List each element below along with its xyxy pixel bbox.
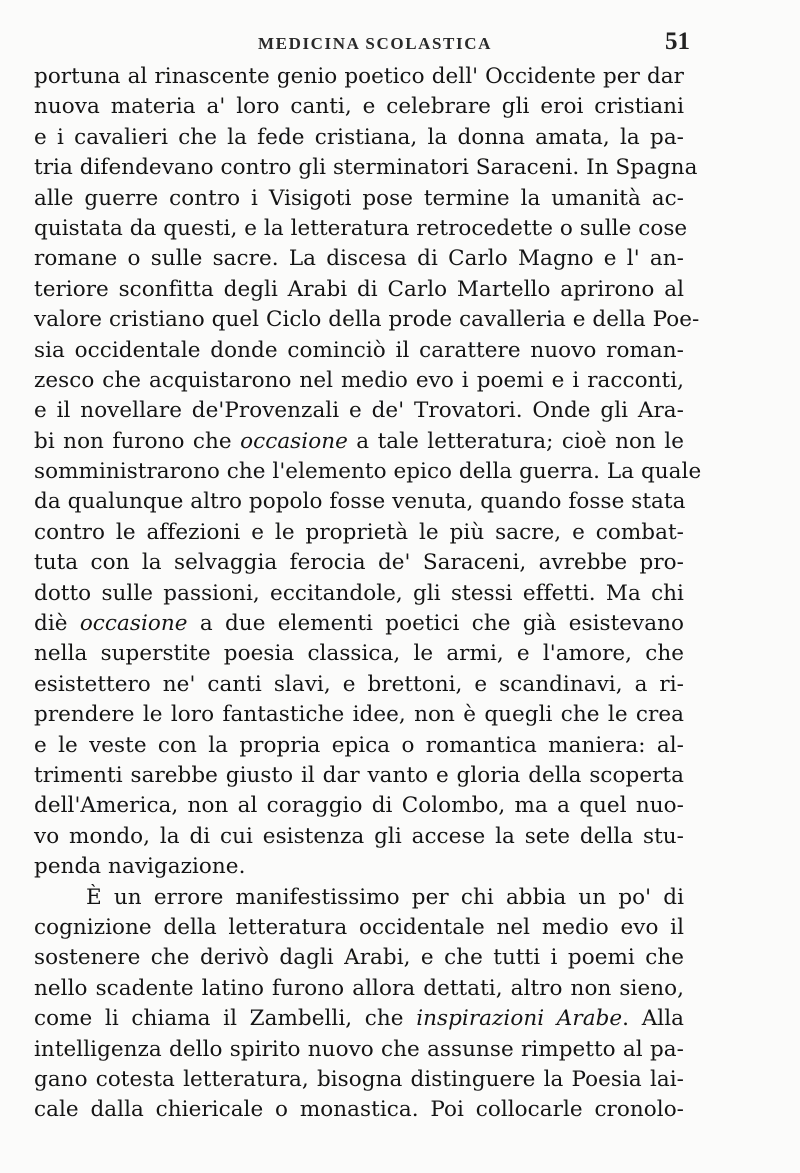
text-line: sia occidentale donde cominciò il carattere nuovo roman- <box>34 337 684 363</box>
italic-term: occasione <box>240 428 348 454</box>
text-line: nello scadente latino furono allora dettati, altro non sieno, <box>34 975 684 1001</box>
text-line: contro le affezioni e le proprietà le più sacre, e combat- <box>34 519 684 545</box>
text-line: e i cavalieri che la fede cristiana, la donna amata, la pa- <box>34 124 684 150</box>
text-line: trimenti sarebbe giusto il dar vanto e gloria della scoperta <box>34 762 684 788</box>
text-line: cognizione della letteratura occidentale nel medio evo il <box>34 914 684 940</box>
text-line: intelligenza dello spirito nuovo che assunse rimpetto al pa- <box>34 1036 684 1062</box>
italic-term: inspirazioni Arabe <box>416 1006 623 1032</box>
text-line: quistata da questi, e la letteratura retrocedette o sulle cose <box>34 215 688 241</box>
text-line: nuova materia a' loro canti, e celebrare gli eroi cristiani <box>34 94 684 120</box>
text-line: tuta con la selvaggia ferocia de' Saraceni, avrebbe pro- <box>34 550 684 576</box>
text-line: come li chiama il Zambelli, che inspirazioni Arabe. Alla <box>34 1006 684 1032</box>
text-line: dell'America, non al coraggio di Colombo, ma a quel nuo- <box>34 793 684 819</box>
running-header <box>34 28 690 58</box>
text-line: somministrarono che l'elemento epico della guerra. La quale <box>34 459 702 485</box>
page-number: 51 <box>665 28 690 55</box>
text-line: teriore sconfitta degli Arabi di Carlo Martello aprirono al <box>34 276 684 302</box>
running-title: MEDICINA SCOLASTICA <box>258 34 492 53</box>
text-line: alle guerre contro i Visigoti pose termine la umanità ac- <box>34 185 684 211</box>
text-line: e le veste con la propria epica o romantica maniera: al- <box>34 732 684 758</box>
text-line: bi non furono che occasione a tale letteratura; cioè non le <box>34 428 684 454</box>
italic-term: occasione <box>79 611 188 637</box>
text-line: esistettero ne' canti slavi, e brettoni, e scandinavi, a ri- <box>34 671 684 697</box>
text-line: e il novellare de'Provenzali e de' Trovatori. Onde gli Ara- <box>34 398 684 424</box>
text-line: romane o sulle sacre. La discesa di Carlo Magno e l' an- <box>34 246 684 272</box>
text-line: dotto sulle passioni, eccitandole, gli stessi effetti. Ma chi <box>34 580 684 606</box>
text-line: da qualunque altro popolo fosse venuta, quando fosse stata <box>34 489 686 515</box>
text-body <box>34 62 702 1126</box>
text-line: sostenere che derivò dagli Arabi, e che tutti i poemi che <box>34 945 684 971</box>
text-line: zesco che acquistarono nel medio evo i poemi e i racconti, <box>34 367 684 393</box>
text-line: portuna al rinascente genio poetico dell' Occidente per dar <box>34 64 684 89</box>
text-line: tria difendevano contro gli sterminatori Saraceni. In Spagna <box>34 155 698 181</box>
text-line: gano cotesta letteratura, bisogna distinguere la Poesia lai- <box>34 1066 684 1092</box>
text-line: vo mondo, la di cui esistenza gli accese la sete della stu- <box>34 823 684 849</box>
text-line: prendere le loro fantastiche idee, non è quegli che le crea <box>34 702 684 728</box>
text-line: valore cristiano quel Ciclo della prode cavalleria e della Poe- <box>34 307 700 333</box>
text-line: nella superstite poesia classica, le armi, e l'amore, che <box>34 641 684 667</box>
text-line: cale dalla chiericale o monastica. Poi collocarle cronolo- <box>34 1097 684 1123</box>
paragraph-end-line: penda navigazione. <box>34 854 246 880</box>
text-line: diè occasione a due elementi poetici che già esistevano <box>34 611 684 637</box>
paragraph-start-line: È un errore manifestissimo per chi abbia un po' di <box>86 884 684 910</box>
